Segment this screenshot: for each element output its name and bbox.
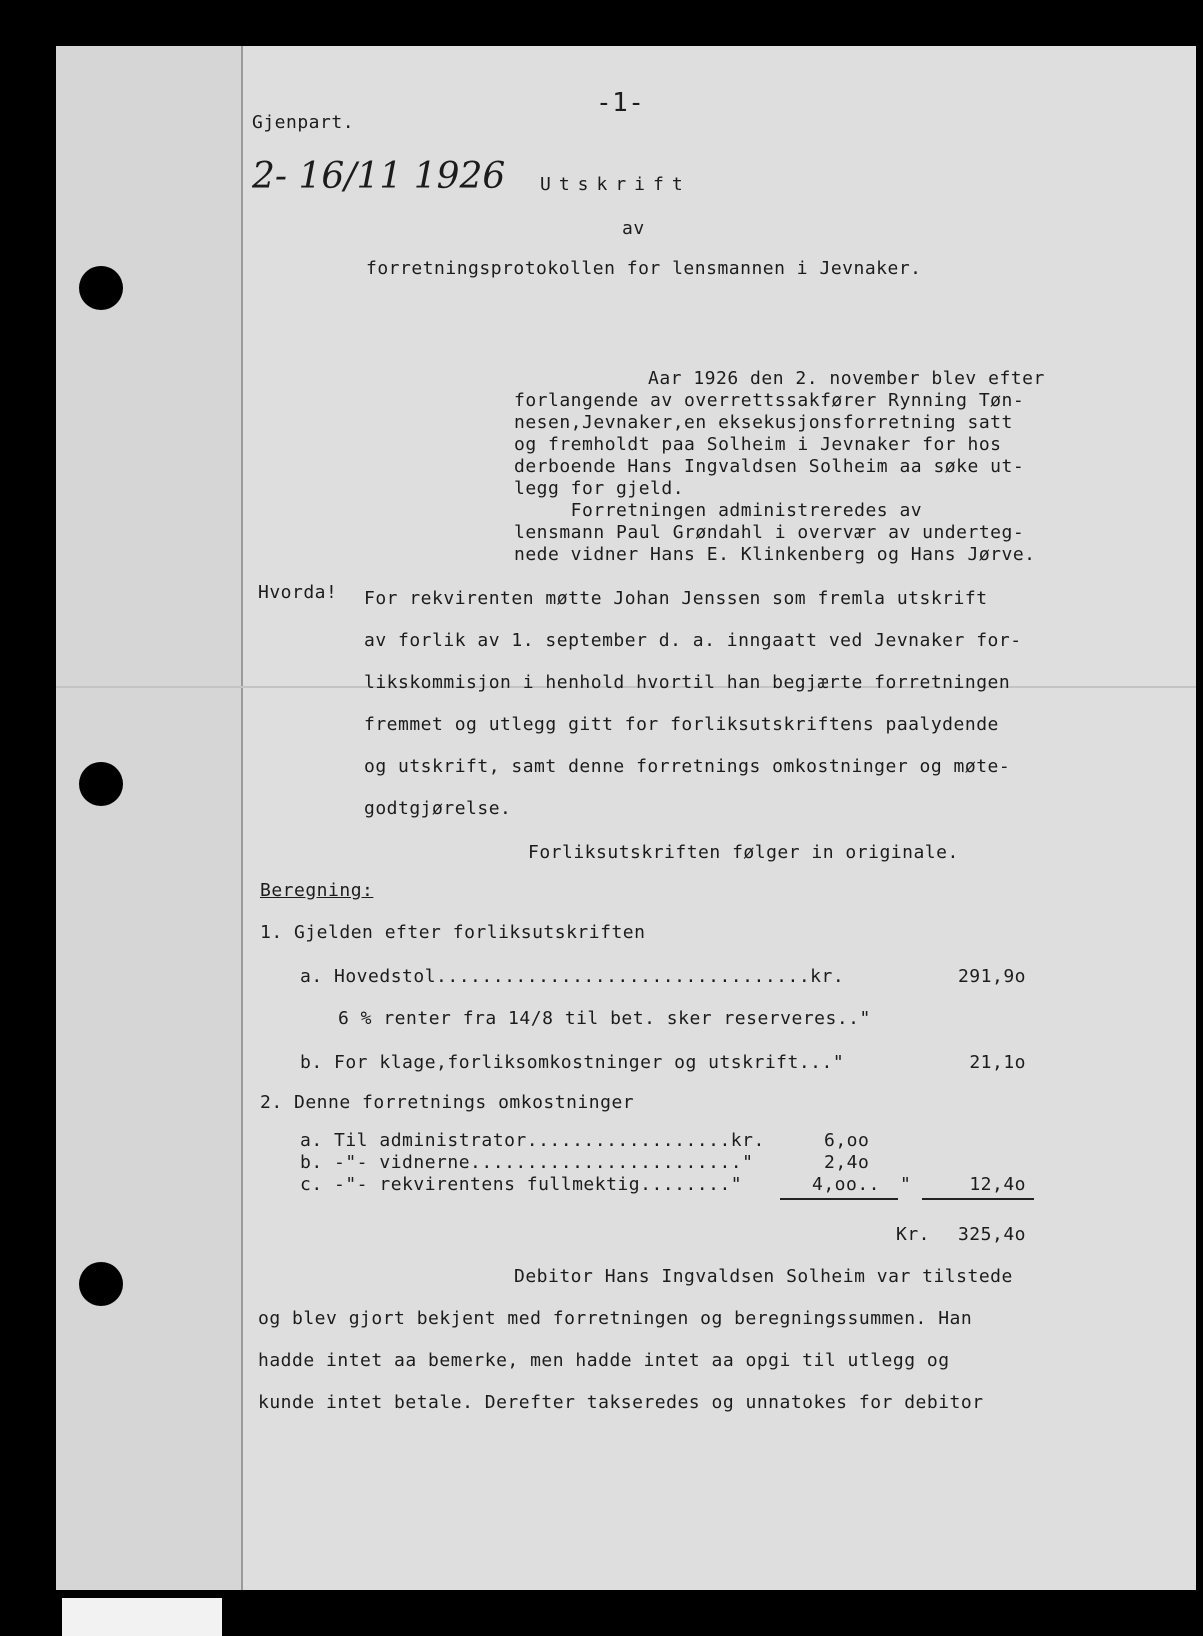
calc-item2a-amount: 6,oo (824, 1130, 870, 1151)
calc-item2b-amount: 2,4o (824, 1152, 870, 1173)
punch-hole (79, 1262, 123, 1306)
copy-mark: Gjenpart. (252, 112, 355, 133)
calc-item2-total: 12,4o (969, 1174, 1026, 1195)
calc-interest: 6 % renter fra 14/8 til bet. sker reserveres.." (338, 1008, 871, 1029)
calc-item1a-amount: 291,9o (957, 966, 1026, 987)
calc-heading: Beregning: (260, 880, 374, 901)
section-label: Hvorda! (258, 582, 338, 603)
title-av: av (622, 218, 645, 239)
calc-item1a: a. Hovedstol.................................kr. (300, 966, 845, 987)
calc-total: 325,4o (957, 1224, 1026, 1245)
calc-item2: 2. Denne forretnings omkostninger (260, 1092, 635, 1113)
calc-item2b: b. -"- vidnerne........................" (300, 1152, 754, 1173)
punch-hole (79, 266, 123, 310)
binding-margin (56, 46, 243, 1590)
page-number: -1- (596, 88, 645, 118)
title: Utskrift (540, 174, 691, 195)
scan-label-tab (62, 1598, 222, 1636)
total-rule (922, 1198, 1034, 1200)
handwritten-date: 2- 16/11 1926 (252, 156, 506, 197)
calc-total-label: Kr. (896, 1224, 931, 1245)
punch-hole (79, 762, 123, 806)
calc-item2c-mark: " (900, 1174, 912, 1195)
subtotal-rule (780, 1198, 898, 1200)
calc-item2c-amount: 4,oo.. (812, 1174, 881, 1195)
calc-item1b-amount: 21,1o (969, 1052, 1026, 1073)
document-page: -1- Gjenpart. 2- 16/11 1926 Utskrift av forretningsprotokollen for lensmannen i Jevnaker. Aar 1926 den 2. november blev efter forlangende av overrettssakfører Rynning Tøn- nesen,Jevnaker,en eksekusjonsforretning satt og fremholdt paa Solheim i Jevnaker for hos derboende Hans Ingvaldsen Solheim aa søke ut- legg for gjeld. Forretningen administreredes av lensmann Paul Grøndahl i overvær av underteg- nede vidner Hans E. Klinkenberg og Hans Jørve. Hvorda! For rekvirenten møtte Johan Jenssen som fremla utskrift av forlik av 1. september d. a. inngaatt ved Jevnaker for- likskommisjon i henhold hvortil han begjærte forretningen fremmet og utlegg gitt for forliksutskriftens paalydende og utskrift, samt denne forretnings omkostninger og møte- godtgjørelse. Forliksutskriften følger in originale. Beregning: 1. Gjelden efter forliksutskriften a. Hovedstol.................................kr. 291,9o 6 % renter fra 14/8 til bet. sker reserveres.." b. For klage,forliksomkostninger og utskrift..." 21,1o 2. Denne forretnings omkostninger a. Til administrator..................kr. 6,oo b. -"- vidnerne........................" 2,4o c. -"- rekvirentens fullmektig........" 4,oo.. " 12,4o Kr. 325,4o Debitor Hans Ingvaldsen Solheim var tilstede og blev gjort bekjent med forretningen og beregningssummen. Han hadde intet aa bemerke, men hadde intet aa opgi til utlegg og kunde intet betale. Derefter takseredes og unnatokes for debitor (56, 46, 1196, 1590)
calc-item1b: b. For klage,forliksomkostninger og utskrift..." (300, 1052, 845, 1073)
calc-item2c: c. -"- rekvirentens fullmektig........" (300, 1174, 743, 1195)
calc-item1: 1. Gjelden efter forliksutskriften (260, 922, 646, 943)
attachment-note: Forliksutskriften følger in originale. (528, 842, 959, 863)
title-protocol: forretningsprotokollen for lensmannen i Jevnaker. (366, 258, 922, 279)
calc-item2a: a. Til administrator..................kr. (300, 1130, 765, 1151)
